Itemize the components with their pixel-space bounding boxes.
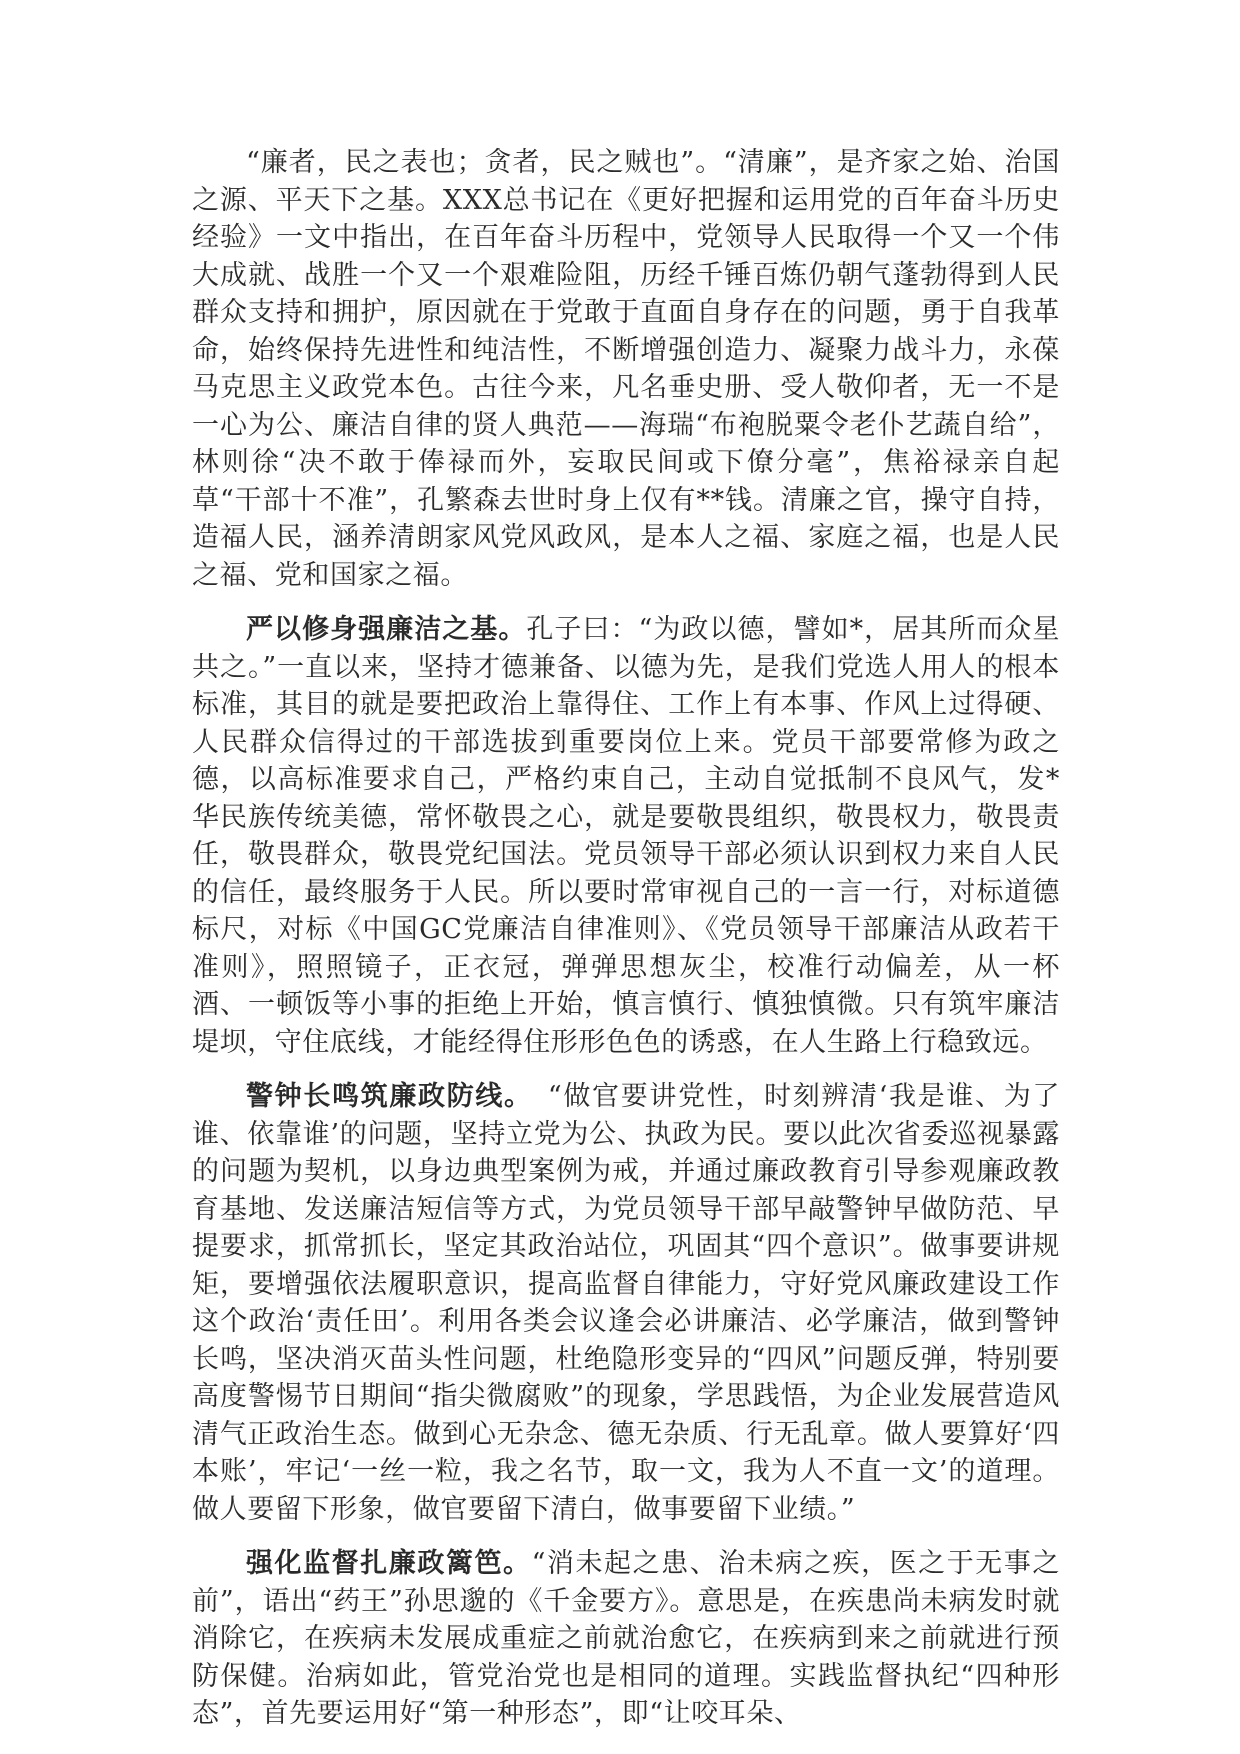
paragraph-text: “廉者，民之表也；贪者，民之贼也”。“清廉”，是齐家之始、治国之源、平天下之基。XXX总书记在《更好把握和运用党的百年奋斗历史经验》一文中指出，在百年奋斗历程中，党领导人民取得一个又一个伟大成就、战胜一个又一个艰难险阻，历经千锤百炼仍朝气蓬勃得到人民群众支持和拥护，原因就在于党敢于直面自身存在的问题，勇于自我革命，始终保持先进性和纯洁性，不断增强创造力、凝聚力战斗力，永葆马克思主义政党本色。古往今来，凡名垂史册、受人敬仰者，无一不是一心为公、廉洁自律的贤人典范——海瑞“布袍脱粟令老仆艺蔬自给”，林则徐“决不敢于俸禄而外，妄取民间或下僚分毫”，焦裕禄亲自起草“干部十不准”，孔繁森去世时身上仅有**钱。清廉之官，操守自持，造福人民，涵养清朗家风党风政风，是本人之福、家庭之福，也是人民之福、党和国家之福。 <box>192 147 1060 591</box>
paragraph-supervision <box>192 1545 1060 1733</box>
paragraph-text: “消未起之患、治未病之疾，医之于无事之前”，语出“药王”孙思邈的《千金要方》。意思是，在疾患尚未病发时就消除它，在疾病未发展成重症之前就治愈它，在疾病到来之前就进行预防保健。治病如此，管党治党也是相同的道理。实践监督执纪“四种形态”，首先要运用好“第一种形态”，即“让咬耳朵、 <box>192 1548 1061 1729</box>
paragraph-alarm-bell <box>192 1078 1060 1528</box>
paragraph-lead: 警钟长鸣筑廉政防线。 <box>246 1081 520 1112</box>
paragraph-lead: 严以修身强廉洁之基。 <box>246 614 527 645</box>
document-body <box>192 144 1060 1750</box>
paragraph-intro <box>192 144 1060 594</box>
paragraph-lead: 强化监督扎廉政篱笆。 <box>246 1548 532 1579</box>
paragraph-text: “做官要讲党性，时刻辨清‘我是谁、为了谁、依靠谁’的问题，坚持立党为公、执政为民。要以此次省委巡视暴露的问题为契机，以身边典型案例为戒，并通过廉政教育引导参观廉政教育基地、发送廉洁短信等方式，为党员领导干部早敲警钟早做防范、早提要求，抓常抓长，坚定其政治站位，巩固其“四个意识”。做事要讲规矩，要增强依法履职意识，提高监督自律能力，守好党风廉政建设工作这个政治‘责任田’。利用各类会议逢会必讲廉洁、必学廉洁，做到警钟长鸣，坚决消灭苗头性问题，杜绝隐形变异的“四风”问题反弹，特别要高度警惕节日期间“指尖微腐败”的现象，学思践悟，为企业发展营造风清气正政治生态。做到心无杂念、德无杂质、行无乱章。做人要算好‘四本账’，牢记‘一丝一粒，我之名节，取一文，我为人不直一文’的道理。做人要留下形象，做官要留下清白，做事要留下业绩。” <box>192 1081 1061 1525</box>
paragraph-self-cultivation <box>192 611 1060 1061</box>
paragraph-text: 孔子曰：“为政以德，譬如*，居其所而众星共之。”一直以来，坚持才德兼备、以德为先，是我们党选人用人的根本标准，其目的就是要把政治上靠得住、工作上有本事、作风上过得硬、人民群众信得过的干部选拔到重要岗位上来。党员干部要常修为政之德，以高标准要求自己，严格约束自己，主动自觉抵制不良风气，发*华民族传统美德，常怀敬畏之心，就是要敬畏组织，敬畏权力，敬畏责任，敬畏群众，敬畏党纪国法。党员领导干部必须认识到权力来自人民的信任，最终服务于人民。所以要时常审视自己的一言一行，对标道德标尺，对标《中国GC党廉洁自律准则》、《党员领导干部廉洁从政若干准则》，照照镜子，正衣冠，弹弹思想灰尘，校准行动偏差，从一杯酒、一顿饭等小事的拒绝上开始，慎言慎行、慎独慎微。只有筑牢廉洁堤坝，守住底线，才能经得住形形色色的诱惑，在人生路上行稳致远。 <box>192 614 1060 1058</box>
